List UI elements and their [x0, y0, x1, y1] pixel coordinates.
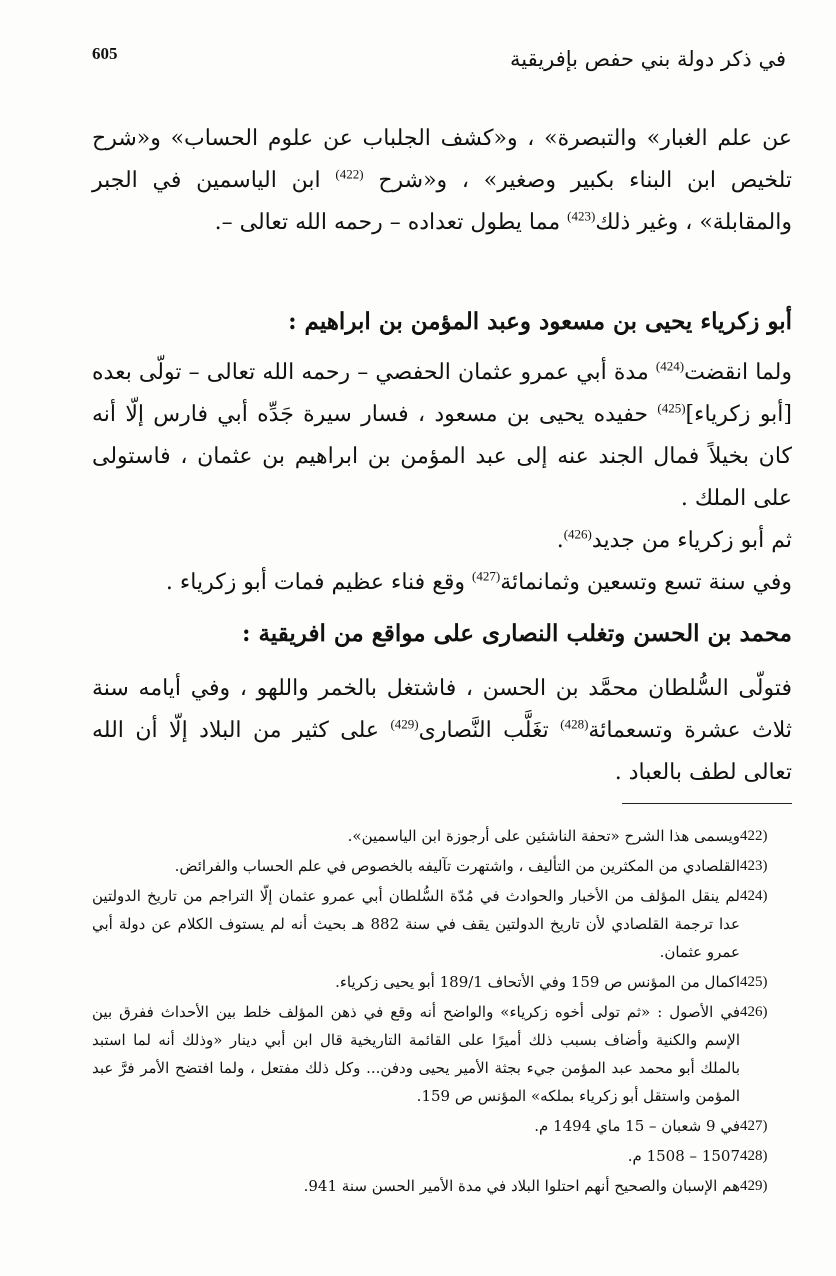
paragraph-text: [92, 668, 792, 794]
footnote-number: 426): [740, 1004, 768, 1020]
footnote-text: في 9 شعبان – 15 ماي 1494 م.: [534, 1117, 740, 1135]
running-head: [92, 42, 786, 78]
paragraph-text: [92, 520, 792, 562]
text-run: تغَلَّب النَّصارى: [418, 718, 549, 743]
footnote-text: اكمال من المؤنس ص 159 وفي الأتحاف 189/1 أبو يحيى زكرياء.: [335, 973, 740, 991]
paragraph-text: [92, 562, 792, 604]
footnote-number: 425): [740, 974, 768, 990]
footnote-text: ويسمى هذا الشرح «تحفة الناشئين على أرجوزة ابن الياسمين».: [347, 827, 740, 845]
text-run: وقع فناء عظيم فمات أبو زكرياء .: [165, 570, 466, 595]
footnote-item: [92, 998, 792, 1110]
text-run: ابن الياسمين في الجبر والمقابلة» ، وغير ذلك: [92, 168, 792, 235]
footnote-text: في الأصول : «ثم تولى أخوه زكرياء» والواضح أنه وقع في ذهن المؤلف خلط بين الأحداث ففرق بين الإسم والكنية وأضاف بسبب ذلك أميرًا على القائمة التاريخية قال ابن أبي دينار «وذلك أنه لما استبد بالملك أبو محمد عبد المؤمن جيء بجثة الأمير يحيى ودفن... وكل ذلك مفتعل ، ولما افتضح الأمر فرَّ عبد المؤمن واستقل أبو زكرياء بملكه» المؤنس ص 159.: [92, 1003, 740, 1105]
running-title: في ذكر دولة بني حفص بإفريقية: [510, 47, 786, 71]
footnote-ref-426: (426): [563, 526, 592, 542]
footnote-text: القلصادي من المكثرين من التأليف ، واشتهرت تآليفه بالخصوص في علم الحساب والفرائض.: [174, 857, 740, 875]
footnote-item: [92, 968, 792, 996]
footnote-number: 427): [740, 1118, 768, 1134]
footnote-ref-422: (422): [335, 166, 364, 182]
footnote-separator: [622, 803, 792, 804]
text-run: حفيده يحيى بن مسعود ، فسار سيرة جَدِّه أبي فارس إلّا أنه كان بخيلاً فمال الجند عنه إلى عبد المؤمن بن ابراهيم بن عثمان ، فاستولى على الملك .: [92, 402, 792, 511]
page-number: 605: [92, 44, 118, 63]
footnote-ref-424: (424): [655, 358, 685, 374]
footnote-text: 1507 – 1508 م.: [627, 1147, 740, 1165]
intro-paragraph: [92, 118, 792, 244]
section1-body: [92, 352, 792, 604]
text-run: مما يطول تعداده – رحمه الله تعالى –.: [214, 210, 561, 235]
footnote-ref-427: (427): [472, 568, 501, 584]
text-run: .: [556, 528, 564, 553]
footnote-ref-428: (428): [560, 716, 589, 732]
footnote-item: [92, 1142, 792, 1170]
section-heading-muhammad: محمد بن الحسن وتغلب النصارى على مواقع من افريقية :: [241, 620, 792, 647]
footnote-number: 422): [740, 828, 768, 844]
footnote-item: [92, 1112, 792, 1140]
text-run: على كثير من البلاد إلّا أن الله تعالى لطف بالعباد .: [92, 718, 792, 785]
text-run: مدة أبي عمرو عثمان الحفصي – رحمه الله تعالى – تولّى بعده [أبو زكرياء]: [92, 360, 793, 427]
section2-body: [92, 668, 792, 794]
text-run: عن علم الغبار» والتبصرة» ، و«كشف الجلباب عن علوم الحساب» و«شرح تلخيص ابن البناء بكبير وصغير» ، و«شرح: [92, 126, 792, 193]
footnote-number: 428): [740, 1148, 768, 1164]
text-run: ثم أبو زكرياء من جديد: [591, 528, 792, 553]
footnote-number: 423): [740, 858, 768, 874]
footnotes: [92, 822, 792, 1202]
section-heading-abu-zakariya: أبو زكرياء يحيى بن مسعود وعبد المؤمن بن ابراهيم :: [288, 308, 792, 335]
footnote-ref-423: (423): [567, 208, 596, 224]
text-run: وفي سنة تسع وتسعين وثمانمائة: [500, 570, 792, 595]
paragraph-text: [92, 118, 792, 244]
footnote-item: [92, 852, 792, 880]
footnote-number: 429): [740, 1178, 768, 1194]
footnote-item: [92, 1172, 792, 1200]
text-run: ولما انقضت: [684, 360, 792, 385]
paragraph-text: [92, 352, 792, 520]
footnote-ref-425: (425): [657, 400, 686, 416]
footnote-text: هم الإسبان والصحيح أنهم احتلوا البلاد في مدة الأمير الحسن سنة 941.: [303, 1177, 740, 1195]
footnote-ref-429: (429): [390, 716, 419, 732]
text-run: فتولّى السُّلطان محمَّد بن الحسن ، فاشتغل بالخمر واللهو ، وفي أيامه سنة ثلاث عشرة وتسعمائة: [92, 676, 793, 743]
footnote-item: [92, 822, 792, 850]
footnote-number: 424): [740, 888, 768, 904]
footnote-item: [92, 882, 792, 966]
footnote-text: لم ينقل المؤلف من الأخبار والحوادث في مُدّة السُّلطان أبي عمرو عثمان إلّا التراجم من تاريخ الدولتين عدا ترجمة القلصادي لأن تاريخ الدولتين يقف في سنة 882 هـ بحيث أنه لم يستوف الكلام عن دولة أبي عمرو عثمان.: [92, 887, 740, 961]
